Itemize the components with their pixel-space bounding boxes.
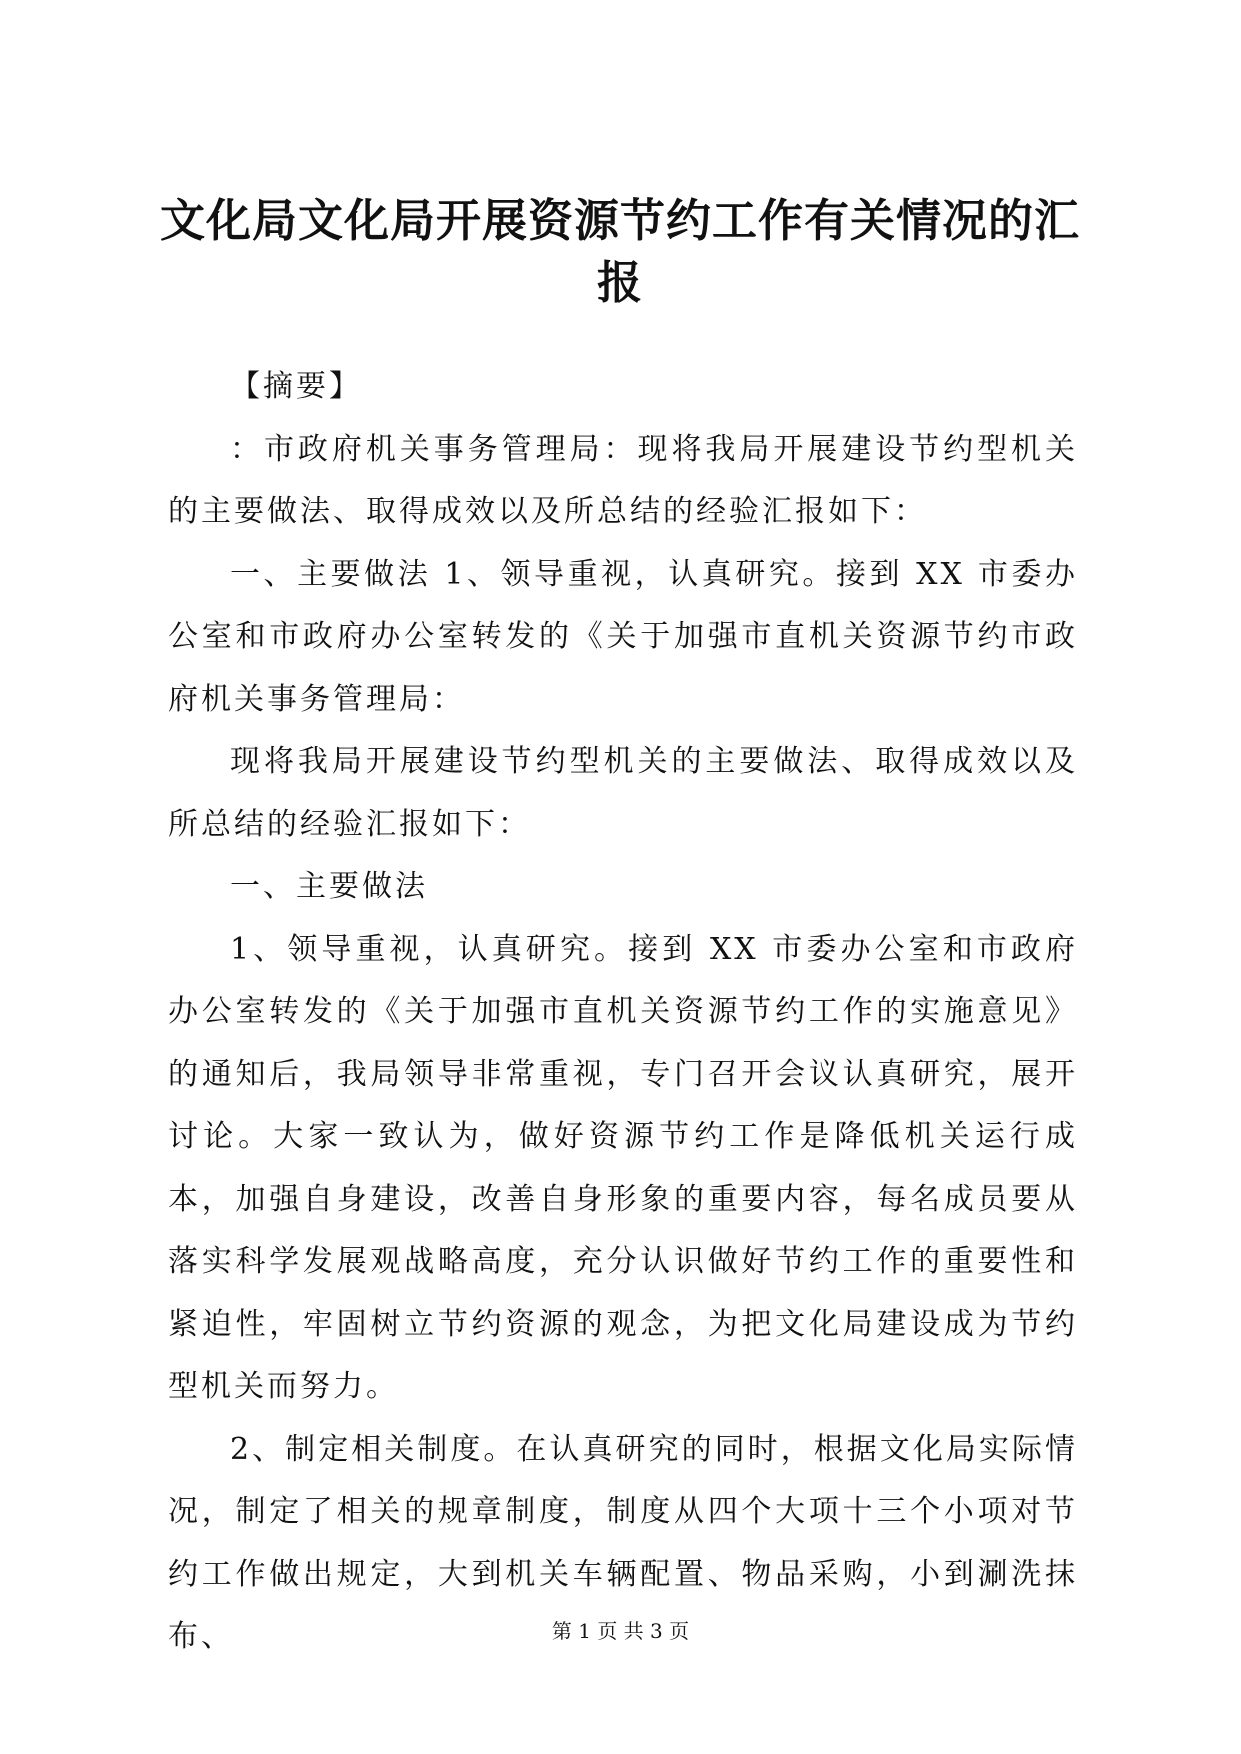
document-title: 文化局文化局开展资源节约工作有关情况的汇报: [159, 194, 1080, 309]
paragraph-item-1: 1、领导重视，认真研究。接到 XX 市委办公室和市政府办公室转发的《关于加强市直机关资源节约工作的实施意见》的通知后，我局领导非常重视，专门召开会议认真研究，展开讨论。大家一致认为，做好资源节约工作是降低机关运行成本，加强自身建设，改善自身形象的重要内容，每名成员要从落实科学发展观战略高度，充分认识做好节约工作的重要性和紧迫性，牢固树立节约资源的观念，为把文化局建设成为节约型机关而努力。: [168, 931, 1078, 1404]
paragraph-summary: 一、主要做法 1、领导重视，认真研究。接到 XX 市委办公室和市政府办公室转发的《关于加强市直机关资源节约市政府机关事务管理局：: [168, 556, 1078, 717]
abstract-heading: 【摘要】: [230, 369, 362, 404]
page-number-footer: 第 1 页 共 3 页: [551, 1619, 690, 1643]
paragraph-intro: 现将我局开展建设节约型机关的主要做法、取得成效以及所总结的经验汇报如下：: [168, 744, 1078, 842]
section-heading-main-practices: 一、主要做法: [230, 869, 428, 904]
paragraph-salutation: ：市政府机关事务管理局：现将我局开展建设节约型机关的主要做法、取得成效以及所总结的经验汇报如下：: [168, 431, 1078, 529]
document-body: [168, 356, 1078, 1669]
paragraph-item-2: 2、制定相关制度。在认真研究的同时，根据文化局实际情况，制定了相关的规章制度，制度从四个大项十三个小项对节约工作做出规定，大到机关车辆配置、物品采购，小到涮洗抹布、: [168, 1431, 1078, 1654]
